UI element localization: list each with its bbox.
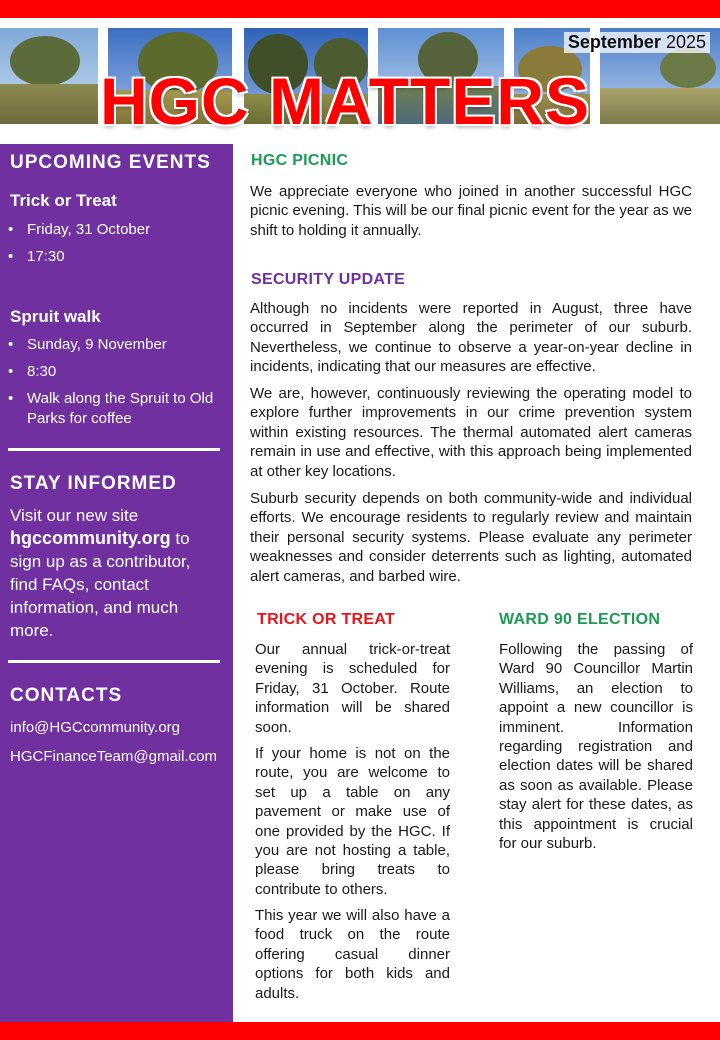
event-trick-or-treat-details [8,220,220,274]
security-paragraph-3: Suburb security depends on both community-wide and individual efforts. We encourage residents to regularly review and maintain their personal security systems. Please evaluate any perimeter weaknesses and consider deterrents such as lighting, automated alert cameras, and barbed wire. [250,490,692,585]
ward-election-text: Following the passing of Ward 90 Councillor Martin Williams, an election to appoint a new councillor is imminent. Information regarding registration and election dates will be shared as soon as available. Please stay alert for these dates, as this appointment is crucial for our suburb. [499,641,693,853]
security-paragraph-1: Although no incidents were reported in August, three have occurred in September along the perimeter of our suburb. Nevertheless, we continue to observe a year-on-year decline in incidents, indicating that our measures are effective. [250,300,692,376]
list-item: • Walk along the Spruit to Old Parks for coffee [8,389,220,429]
ward-election-heading: WARD 90 ELECTION [499,611,661,628]
event-spruit-walk-title: Spruit walk [10,307,101,326]
top-red-bar [0,0,720,18]
security-heading: SECURITY UPDATE [251,271,406,288]
contact-email-info[interactable]: info@HGCcommunity.org [10,719,180,736]
banner-photo-1 [0,28,98,124]
event-spruit-walk-details [8,335,220,436]
picnic-text: We appreciate everyone who joined in another successful HGC picnic evening. This will be our final picnic event for the year as we shift to holding it annually. [250,183,692,239]
contact-email-finance[interactable]: HGCFinanceTeam@gmail.com [10,748,217,765]
stay-informed-text [10,504,222,642]
community-site-link[interactable]: hgccommunity.org [10,528,171,548]
sidebar-divider [8,448,220,451]
stay-informed-heading: STAY INFORMED [10,473,177,494]
upcoming-events-heading: UPCOMING EVENTS [10,152,211,173]
security-paragraph-2: We are, however, continuously reviewing the operating model to explore further improvements in our crime prevention system within existing resources. The thermal automated alert cameras remain in use and effective, with this approach being implemented at other key locations. [250,385,692,480]
event-trick-or-treat-title: Trick or Treat [10,191,117,210]
stay-informed-text-end: to sign up as a contributor, find FAQs, contact information, and much more. [10,529,191,640]
list-item: • Friday, 31 October [8,220,220,240]
list-item: • 17:30 [8,247,220,267]
sidebar-divider [8,660,220,663]
trick-or-treat-paragraph-2: If your home is not on the route, you are welcome to set up a table on any pavement or make use of one provided by the HGC. If you are not hosting a table, please bring treats to contribute to others. [255,745,450,898]
newsletter-title: HGC MATTERS [100,64,591,138]
trick-or-treat-paragraph-3: This year we will also have a food truck on the route offering casual dinner options for both kids and adults. [255,907,450,1002]
list-item: • Sunday, 9 November [8,335,220,355]
issue-month: September [567,32,661,52]
sidebar [0,144,233,1022]
trick-or-treat-heading: TRICK OR TREAT [257,611,396,628]
list-item: • 8:30 [8,362,220,382]
bottom-red-bar [0,1022,720,1040]
trick-or-treat-paragraph-1: Our annual trick-or-treat evening is scheduled for Friday, 31 October. Route information will be shared soon. [255,641,450,736]
picnic-heading: HGC PICNIC [251,152,349,169]
issue-date [564,32,710,53]
stay-informed-text-start: Visit our new site [10,506,139,525]
issue-year: 2025 [665,32,706,52]
contacts-heading: CONTACTS [10,685,123,706]
